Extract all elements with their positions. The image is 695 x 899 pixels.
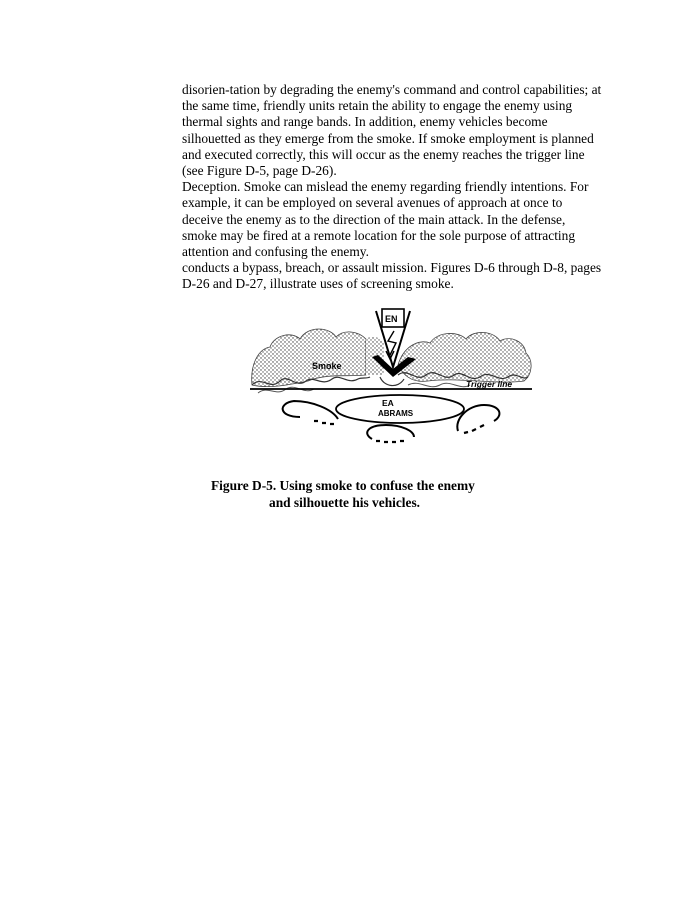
figure-caption bbox=[200, 478, 500, 511]
caption-line-1: Figure D-5. Using smoke to confuse the enemy bbox=[211, 478, 475, 493]
battle-position-center bbox=[367, 425, 414, 442]
smoke-label: Smoke bbox=[312, 361, 342, 371]
figure-d5-diagram bbox=[248, 305, 538, 455]
abrams-label: ABRAMS bbox=[378, 409, 414, 418]
caption-line-2: and silhouette his vehicles. bbox=[269, 494, 421, 510]
engagement-area-label: EA bbox=[382, 398, 394, 408]
paragraph-deception: Deception. Smoke can mislead the enemy regarding friendly intentions. For example, it can be employed on several avenues of approach at once to deceive the enemy as to the direction of the main attack. In the defense, smoke may be fired at a remote location for the sole purpose of attracting attention and confusing the enemy. bbox=[182, 179, 589, 260]
paragraph-screening: conducts a bypass, breach, or assault mission. Figures D-6 through D-8, pages D-26 and D-27, illustrate uses of screening smoke. bbox=[182, 260, 602, 292]
body-text bbox=[182, 82, 602, 293]
paragraph-disorientation: disorien-tation by degrading the enemy's command and control capabilities; at the same time, friendly units retain the ability to engage the enemy using thermal sights and range bands. In addition, enemy vehicles become silhouetted as they emerge from the smoke. If smoke employment is planned and executed correctly, this will occur as the enemy reaches the trigger line (see Figure D-5, page D-26). bbox=[182, 82, 602, 179]
enemy-label: EN bbox=[385, 314, 398, 324]
battle-position-left bbox=[283, 401, 338, 424]
trigger-line-label: Trigger line bbox=[466, 379, 513, 389]
